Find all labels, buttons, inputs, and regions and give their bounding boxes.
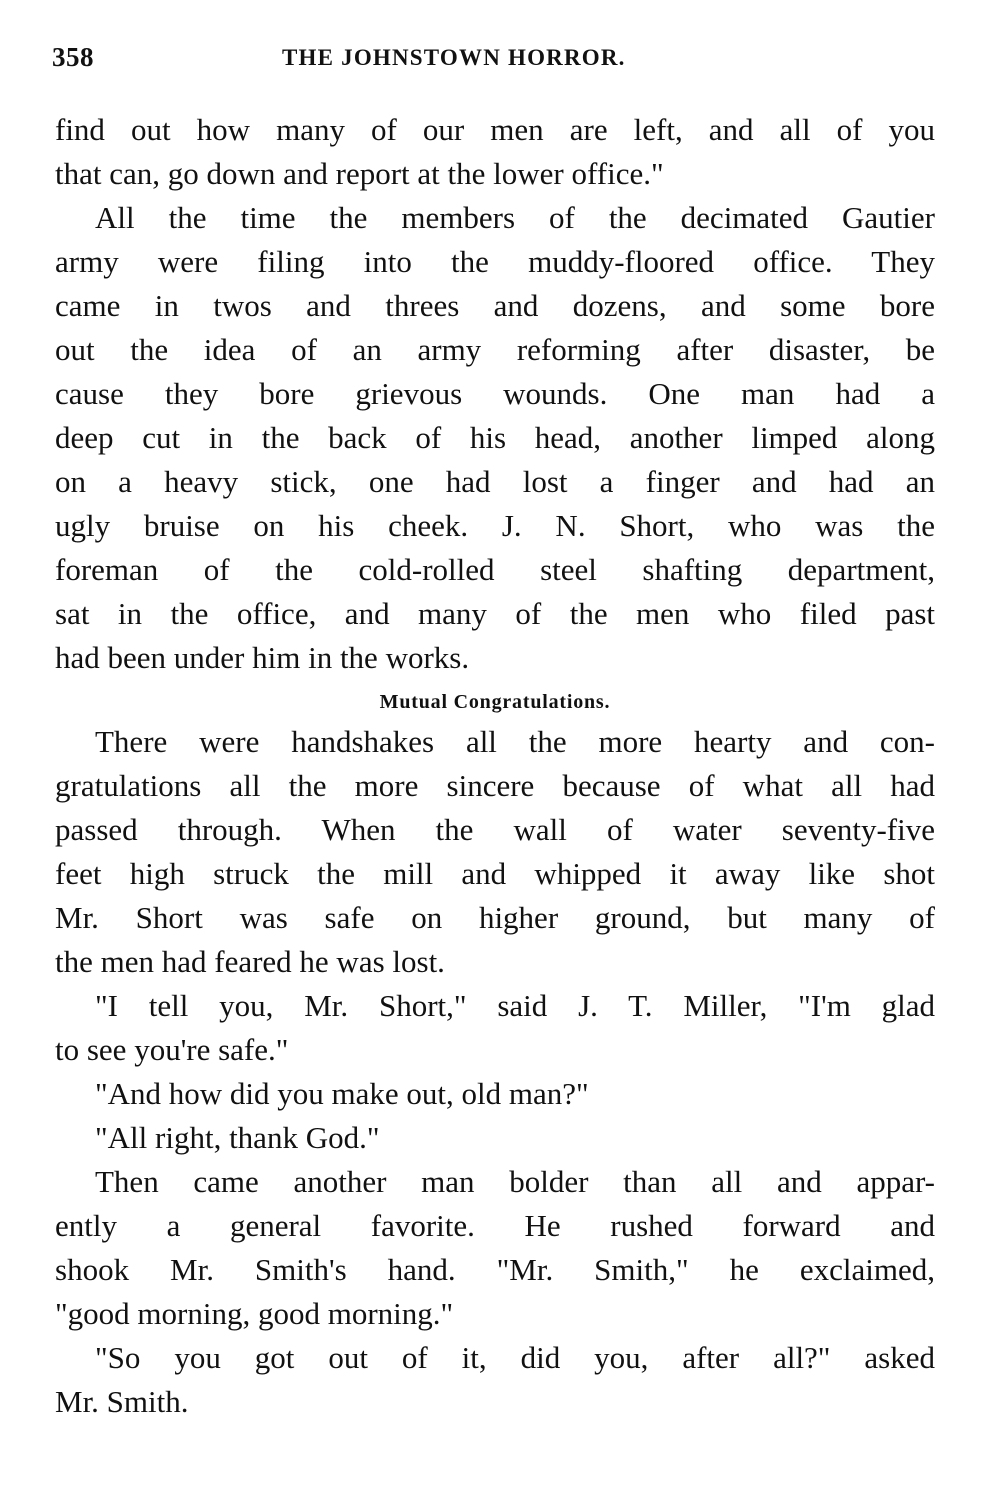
paragraph bbox=[55, 720, 935, 984]
paragraph bbox=[55, 1160, 935, 1336]
text-line: All the time the members of the decimated Gautier bbox=[95, 200, 935, 235]
page-number: 358 bbox=[52, 42, 94, 72]
running-head bbox=[52, 42, 937, 82]
text-line: deep cut in the back of his head, another limped along bbox=[55, 420, 935, 455]
text-line: gratulations all the more sincere because of what all had bbox=[55, 768, 935, 803]
text-line: came in twos and threes and dozens, and some bore bbox=[55, 288, 935, 323]
text-line: passed through. When the wall of water seventy-five bbox=[55, 812, 935, 847]
text-line: "And how did you make out, old man?" bbox=[95, 1076, 589, 1111]
text-line: out the idea of an army reforming after disaster, be bbox=[55, 332, 935, 367]
text-line: feet high struck the mill and whipped it away like shot bbox=[55, 856, 935, 891]
paragraph bbox=[55, 1072, 935, 1116]
text-line: to see you're safe." bbox=[55, 1032, 289, 1067]
text-line: had been under him in the works. bbox=[55, 640, 470, 675]
text-line: "So you got out of it, did you, after all?" asked bbox=[95, 1340, 935, 1375]
text-line: There were handshakes all the more hearty and con- bbox=[95, 724, 935, 759]
text-line: that can, go down and report at the lower office." bbox=[55, 156, 664, 191]
text-line: "All right, thank God." bbox=[95, 1120, 380, 1155]
text-line: Mr. Smith. bbox=[55, 1384, 189, 1419]
paragraph bbox=[55, 1116, 935, 1160]
text-line: ugly bruise on his cheek. J. N. Short, who was the bbox=[55, 508, 935, 543]
text-line: Then came another man bolder than all and appar- bbox=[95, 1164, 935, 1199]
text-line: cause they bore grievous wounds. One man had a bbox=[55, 376, 935, 411]
paragraph bbox=[55, 108, 935, 196]
text-line: find out how many of our men are left, and all of you bbox=[55, 112, 935, 147]
section-heading: Mutual Congratulations. bbox=[379, 691, 611, 713]
running-title: THE JOHNSTOWN HORROR. bbox=[282, 45, 626, 70]
body-text bbox=[55, 108, 935, 1424]
text-line: sat in the office, and many of the men who filed past bbox=[55, 596, 935, 631]
paragraph bbox=[55, 1336, 935, 1424]
text-line: Mr. Short was safe on higher ground, but many of bbox=[55, 900, 935, 935]
text-line: "I tell you, Mr. Short," said J. T. Miller, "I'm glad bbox=[95, 988, 935, 1023]
text-line: on a heavy stick, one had lost a finger and had an bbox=[55, 464, 935, 499]
paragraph bbox=[55, 196, 935, 680]
paragraph bbox=[55, 984, 935, 1072]
text-line: shook Mr. Smith's hand. "Mr. Smith," he exclaimed, bbox=[55, 1252, 935, 1287]
text-line: the men had feared he was lost. bbox=[55, 944, 445, 979]
text-line: ently a general favorite. He rushed forward and bbox=[55, 1208, 935, 1243]
text-line: foreman of the cold-rolled steel shafting department, bbox=[55, 552, 935, 587]
text-line: army were filing into the muddy-floored office. They bbox=[55, 244, 935, 279]
text-line: "good morning, good morning." bbox=[55, 1296, 454, 1331]
